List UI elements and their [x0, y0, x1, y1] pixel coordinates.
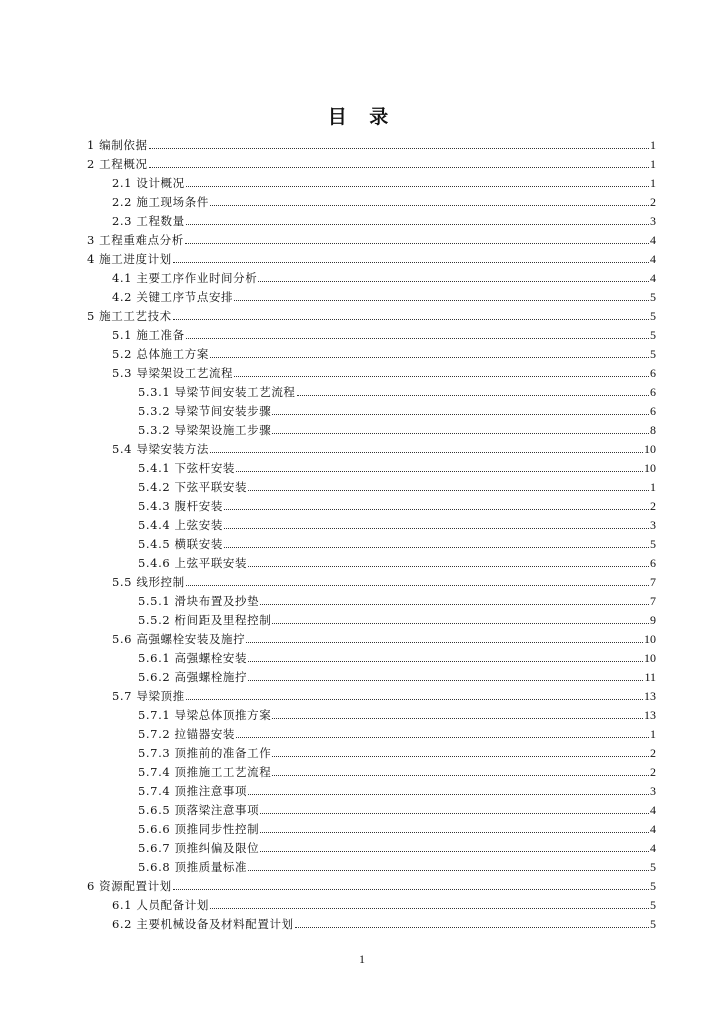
- toc-entry-label: 5.7.2 拉锚器安装: [138, 727, 236, 741]
- dot-leader: [173, 262, 649, 263]
- toc-entry-label: 5.4.6 上弦平联安装: [138, 556, 248, 570]
- toc-entry-label: 6.1 人员配备计划: [112, 898, 209, 912]
- dot-leader: [272, 775, 649, 776]
- toc-entry-page: 3: [650, 518, 656, 532]
- toc-entry[interactable]: [138, 476, 656, 494]
- toc-entry[interactable]: [138, 818, 656, 836]
- toc-entry[interactable]: [87, 305, 656, 323]
- toc-entry-label: 5.6.1 高强螺栓安装: [138, 651, 248, 665]
- dot-leader: [260, 832, 649, 833]
- toc-entry[interactable]: [112, 191, 656, 209]
- toc-entry-page: 2: [650, 195, 656, 209]
- page-number: 1: [359, 952, 365, 966]
- toc-entry[interactable]: [138, 780, 656, 798]
- toc-entry-label: 5 施工工艺技术: [87, 309, 172, 323]
- toc-entry-page: 5: [650, 879, 656, 893]
- toc-entry-label: 2.3 工程数量: [112, 214, 185, 228]
- toc-entry-page: 10: [644, 632, 656, 646]
- toc-entry-label: 3 工程重难点分析: [87, 233, 184, 247]
- toc-entry-label: 5.5.1 滑块布置及抄垫: [138, 594, 260, 608]
- toc-entry-page: 2: [650, 746, 656, 760]
- toc-entry-page: 4: [650, 803, 656, 817]
- dot-leader: [149, 148, 649, 149]
- toc-entry-page: 6: [650, 366, 656, 380]
- dot-leader: [297, 395, 649, 396]
- dot-leader: [186, 338, 649, 339]
- toc-entry[interactable]: [87, 134, 656, 152]
- toc-entry-page: 11: [644, 670, 656, 684]
- toc-entry-label: 2.1 设计概况: [112, 176, 185, 190]
- toc-entry[interactable]: [112, 210, 656, 228]
- toc-entry[interactable]: [112, 913, 656, 931]
- toc-entry-page: 1: [650, 480, 656, 494]
- dot-leader: [210, 357, 649, 358]
- dot-leader: [248, 794, 649, 795]
- toc-entry-label: 5.7.3 顶推前的准备工作: [138, 746, 272, 760]
- toc-entry[interactable]: [112, 571, 656, 589]
- toc-entry-label: 5.6.2 高强螺栓施拧: [138, 670, 248, 684]
- toc-entry-page: 4: [650, 252, 656, 266]
- toc-entry-label: 4 施工进度计划: [87, 252, 172, 266]
- toc-entry-label: 5.3.1 导梁节间安装工艺流程: [138, 385, 296, 399]
- toc-entry[interactable]: [138, 742, 656, 760]
- toc-entry[interactable]: [112, 286, 656, 304]
- toc-entry-page: 10: [644, 651, 656, 665]
- toc-entry-page: 3: [650, 214, 656, 228]
- toc-entry-page: 10: [644, 461, 656, 475]
- dot-leader: [258, 281, 649, 282]
- toc-entry-label: 5.7.4 顶推施工工艺流程: [138, 765, 272, 779]
- toc-entry[interactable]: [112, 343, 656, 361]
- toc-entry-label: 5.3 导梁架设工艺流程: [112, 366, 234, 380]
- toc-entry-label: 5.4.3 腹杆安装: [138, 499, 223, 513]
- dot-leader: [173, 319, 649, 320]
- dot-leader: [248, 870, 649, 871]
- toc-entry-label: 5.6.8 顶推质量标准: [138, 860, 248, 874]
- toc-entry-page: 9: [650, 613, 656, 627]
- toc-entry-label: 5.7 导梁顶推: [112, 689, 185, 703]
- toc-entry-page: 5: [650, 917, 656, 931]
- toc-entry[interactable]: [112, 172, 656, 190]
- dot-leader: [186, 699, 643, 700]
- toc-entry[interactable]: [138, 552, 656, 570]
- toc-entry-page: 4: [650, 841, 656, 855]
- page-title: 目 录: [327, 106, 397, 128]
- dot-leader: [272, 756, 649, 757]
- toc-entry-page: 5: [650, 290, 656, 304]
- toc-entry-label: 5.5 线形控制: [112, 575, 185, 589]
- toc-entry-page: 4: [650, 271, 656, 285]
- toc-entry-page: 4: [650, 822, 656, 836]
- toc-entry-page: 5: [650, 328, 656, 342]
- toc-entry[interactable]: [138, 590, 656, 608]
- dot-leader: [149, 167, 649, 168]
- toc-entry[interactable]: [112, 685, 656, 703]
- dot-leader: [272, 414, 649, 415]
- dot-leader: [234, 300, 649, 301]
- dot-leader: [224, 509, 649, 510]
- dot-leader: [210, 908, 649, 909]
- dot-leader: [210, 452, 643, 453]
- dot-leader: [295, 927, 649, 928]
- toc-entry-page: 6: [650, 556, 656, 570]
- toc-entry-page: 5: [650, 347, 656, 361]
- toc-entry[interactable]: [138, 761, 656, 779]
- toc-entry[interactable]: [138, 723, 656, 741]
- toc-entry[interactable]: [112, 894, 656, 912]
- dot-leader: [248, 566, 649, 567]
- dot-leader: [186, 585, 649, 586]
- toc-entry-label: 5.4.5 横联安装: [138, 537, 223, 551]
- toc-entry[interactable]: [112, 324, 656, 342]
- toc-entry[interactable]: [138, 666, 656, 684]
- toc-entry[interactable]: [138, 400, 656, 418]
- toc-entry-page: 5: [650, 898, 656, 912]
- toc-entry-page: 1: [650, 176, 656, 190]
- dot-leader: [234, 376, 649, 377]
- toc-entry[interactable]: [112, 362, 656, 380]
- dot-leader: [272, 718, 643, 719]
- toc-entry[interactable]: [112, 438, 656, 456]
- toc-entry-page: 13: [644, 689, 656, 703]
- toc-entry[interactable]: [87, 153, 656, 171]
- toc-entry[interactable]: [138, 419, 656, 437]
- toc-entry-label: 4.2 关键工序节点安排: [112, 290, 234, 304]
- toc-entry-label: 5.6 高强螺栓安装及施拧: [112, 632, 246, 646]
- dot-leader: [260, 604, 649, 605]
- toc-entry-label: 5.6.5 顶落梁注意事项: [138, 803, 260, 817]
- dot-leader: [210, 205, 649, 206]
- toc-entry[interactable]: [112, 267, 656, 285]
- toc-entry-label: 5.4 导梁安装方法: [112, 442, 209, 456]
- toc-entry-page: 6: [650, 385, 656, 399]
- toc-entry-label: 5.7.1 导梁总体顶推方案: [138, 708, 272, 722]
- toc-entry-label: 5.4.2 下弦平联安装: [138, 480, 248, 494]
- toc-entry-page: 1: [650, 138, 656, 152]
- toc-entry-label: 5.3.2 导梁架设施工步骤: [138, 423, 272, 437]
- dot-leader: [248, 661, 643, 662]
- toc-entry-page: 5: [650, 860, 656, 874]
- toc-entry[interactable]: [138, 837, 656, 855]
- toc-entry-label: 6.2 主要机械设备及材料配置计划: [112, 917, 294, 931]
- toc-entry[interactable]: [87, 229, 656, 247]
- toc-entry-page: 5: [650, 309, 656, 323]
- toc-entry-label: 5.7.4 顶推注意事项: [138, 784, 248, 798]
- toc-entry-label: 5.2 总体施工方案: [112, 347, 209, 361]
- toc-entry-label: 5.5.2 桁间距及里程控制: [138, 613, 272, 627]
- toc-entry-label: 4.1 主要工序作业时间分析: [112, 271, 258, 285]
- toc-entry-label: 5.6.6 顶推同步性控制: [138, 822, 260, 836]
- toc-entry-page: 1: [650, 727, 656, 741]
- toc-entry[interactable]: [138, 609, 656, 627]
- toc-entry-label: 5.1 施工准备: [112, 328, 185, 342]
- toc-entry[interactable]: [138, 856, 656, 874]
- toc-entry-page: 8: [650, 423, 656, 437]
- dot-leader: [272, 433, 649, 434]
- toc-entry[interactable]: [138, 457, 656, 475]
- toc-entry[interactable]: [138, 533, 656, 551]
- toc-entry[interactable]: [138, 799, 656, 817]
- toc-entry[interactable]: [87, 875, 656, 893]
- dot-leader: [186, 224, 649, 225]
- toc-entry-label: 6 资源配置计划: [87, 879, 172, 893]
- dot-leader: [248, 680, 643, 681]
- toc-entry-label: 5.6.7 顶推纠偏及限位: [138, 841, 260, 855]
- dot-leader: [246, 642, 643, 643]
- toc-entry[interactable]: [138, 704, 656, 722]
- toc-entry-page: 2: [650, 499, 656, 513]
- toc-entry-page: 10: [644, 442, 656, 456]
- toc-entry-label: 1 编制依据: [87, 138, 148, 152]
- dot-leader: [260, 851, 649, 852]
- toc-entry-page: 1: [650, 157, 656, 171]
- toc-entry-label: 5.4.4 上弦安装: [138, 518, 223, 532]
- toc-entry-label: 2.2 施工现场条件: [112, 195, 209, 209]
- toc-entry-page: 2: [650, 765, 656, 779]
- toc-entry[interactable]: [138, 495, 656, 513]
- toc-entry-label: 5.3.2 导梁节间安装步骤: [138, 404, 272, 418]
- toc-entry-page: 6: [650, 404, 656, 418]
- toc-entry[interactable]: [87, 248, 656, 266]
- toc-entry[interactable]: [138, 514, 656, 532]
- dot-leader: [260, 813, 649, 814]
- toc-entry-label: 5.4.1 下弦杆安装: [138, 461, 236, 475]
- toc-entry-page: 4: [650, 233, 656, 247]
- dot-leader: [173, 889, 649, 890]
- dot-leader: [186, 186, 649, 187]
- toc-entry[interactable]: [112, 628, 656, 646]
- dot-leader: [185, 243, 649, 244]
- toc-entry-page: 13: [644, 708, 656, 722]
- toc-entry-page: 7: [650, 594, 656, 608]
- toc-entry[interactable]: [138, 381, 656, 399]
- toc-entry-page: 5: [650, 537, 656, 551]
- dot-leader: [272, 623, 649, 624]
- dot-leader: [236, 737, 649, 738]
- dot-leader: [248, 490, 649, 491]
- toc-entry-page: 3: [650, 784, 656, 798]
- dot-leader: [224, 528, 649, 529]
- toc-entry[interactable]: [138, 647, 656, 665]
- dot-leader: [236, 471, 643, 472]
- toc-entry-page: 7: [650, 575, 656, 589]
- dot-leader: [224, 547, 649, 548]
- toc-entry-label: 2 工程概况: [87, 157, 148, 171]
